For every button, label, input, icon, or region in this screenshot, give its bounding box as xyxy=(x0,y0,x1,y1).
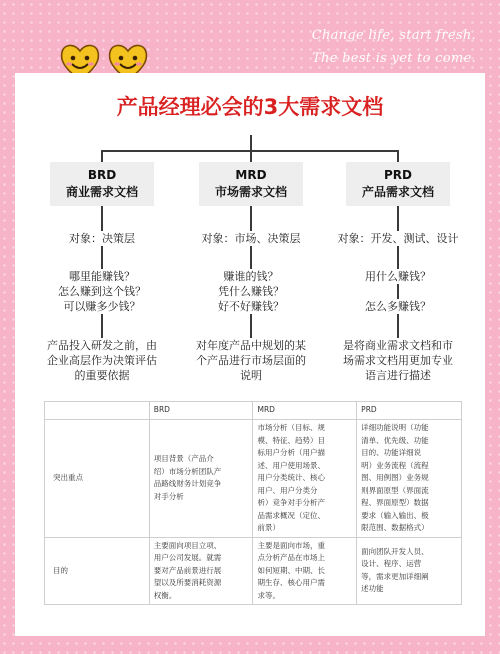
summary-line: 语言进行描述 xyxy=(365,369,431,382)
page-title: 产品经理必会的3大需求文档 xyxy=(116,95,384,119)
question-item: 可以赚多少钱？ xyxy=(63,300,141,313)
summary-text xyxy=(194,338,308,383)
table-cell xyxy=(149,537,253,605)
cell-line: 模、特征、趋势）目 xyxy=(257,435,325,445)
cell-line: 明）业务流程（流程 xyxy=(361,460,429,470)
cell-line: 如何短期、中期、长 xyxy=(257,565,325,575)
cell-line: 绍）市场分析团队产 xyxy=(153,466,222,476)
cell-line: 期生存、核心用户需 xyxy=(257,578,325,587)
cell-line: 清单、优先级、功能 xyxy=(361,435,429,445)
doc-abbr: PRD xyxy=(384,168,412,182)
doc-abbr: BRD xyxy=(87,168,117,182)
audience-label: 对象：开发、测试、设计 xyxy=(337,232,459,245)
summary-text xyxy=(341,338,455,383)
cell-line: 析）竞争对手分析产 xyxy=(257,498,325,507)
table-cell xyxy=(357,420,462,538)
slogan-line-1: Change life, start fresh. xyxy=(311,28,476,43)
doc-name: 产品需求文档 xyxy=(361,185,434,199)
cell-line: 程、界面原型）数据 xyxy=(361,498,429,507)
doc-abbr: MRD xyxy=(235,168,267,182)
table-cell xyxy=(253,420,357,538)
table-row xyxy=(45,420,462,538)
cell-line: 主要面向项目立项、 xyxy=(153,540,222,550)
cell-line: 求等。 xyxy=(257,590,280,600)
cell-line: 对手分析 xyxy=(153,491,184,501)
cell-line: 前景） xyxy=(257,523,280,532)
cell-line: 用户分类统计、核心 xyxy=(257,473,325,482)
table-header-cell: BRD xyxy=(149,402,253,420)
table-cell xyxy=(357,537,462,605)
cell-line: 市场分析（目标、规 xyxy=(257,423,325,432)
question-item: 好不好赚钱？ xyxy=(218,300,284,313)
connector-line xyxy=(101,150,103,162)
table-row xyxy=(45,537,462,605)
content-card xyxy=(15,73,485,636)
row-label: 突出重点 xyxy=(45,420,150,538)
cell-line: 详细功能说明（功能 xyxy=(361,423,429,432)
table-header-cell: PRD xyxy=(357,402,462,420)
question-item: 哪里能赚钱？ xyxy=(69,270,135,283)
cell-line: 述功能 xyxy=(361,584,384,594)
cell-line: 望以及所要消耗资源 xyxy=(153,578,222,587)
cell-line: 主要是面向市场，重 xyxy=(257,540,325,550)
audience-label: 对象：决策层 xyxy=(69,232,135,245)
brd-box xyxy=(50,162,154,206)
cell-line: 述、用户使用场景、 xyxy=(257,460,325,470)
connector-line xyxy=(397,150,399,162)
question-list xyxy=(216,269,286,314)
connector-line xyxy=(250,150,252,162)
summary-line: 个产品进行市场层面的 xyxy=(196,354,306,367)
cell-line: 等，需求更加详细阐 xyxy=(361,571,429,581)
summary-line: 的重要依据 xyxy=(74,369,130,382)
summary-line: 对年度产品中规划的某 xyxy=(196,339,306,352)
cell-line: 图、用例图）业务规 xyxy=(361,473,429,482)
cell-line: 用户、用户分类分 xyxy=(257,485,318,495)
table-cell xyxy=(149,420,253,538)
question-list xyxy=(56,269,148,314)
table-header-cell: MRD xyxy=(253,402,357,420)
cell-line: 品路线财务计划竞争 xyxy=(153,479,222,489)
cell-line: 要求（输入输出、极 xyxy=(361,510,429,520)
row-label: 目的 xyxy=(45,537,150,605)
cell-line: 面向团队开发人员、 xyxy=(361,546,429,556)
summary-text xyxy=(45,338,159,383)
question-item: 怎么赚到这个钱？ xyxy=(58,285,146,298)
mrd-box xyxy=(199,162,303,206)
connector-line xyxy=(250,135,252,151)
summary-line: 是将商业需求文档和市 xyxy=(343,339,453,352)
question-item: 赚谁的钱？ xyxy=(223,270,279,283)
question-item: 凭什么赚钱？ xyxy=(218,285,284,298)
cell-line: 则界面原型（界面流 xyxy=(361,485,429,495)
slogan-line-2: The best is yet to come. xyxy=(312,51,476,66)
audience-label: 对象：市场、决策层 xyxy=(201,232,301,245)
summary-line: 企业高层作为决策评估 xyxy=(47,354,157,367)
question-item: 用什么赚钱？ xyxy=(365,270,431,283)
table-header-row xyxy=(45,402,462,420)
cell-line: 要对产品前景进行展 xyxy=(153,565,222,575)
cell-line: 用户公司发展。就需 xyxy=(153,553,222,562)
cell-line: 点分析产品在市场上 xyxy=(257,553,325,562)
cell-line: 设计、程序、运营 xyxy=(361,559,422,569)
cell-line: 标用户分析（用户描 xyxy=(257,448,325,457)
table-cell xyxy=(253,537,357,605)
slogan xyxy=(312,24,476,70)
cell-line: 限范围、数据格式） xyxy=(361,523,429,532)
cell-line: 权衡。 xyxy=(153,590,177,600)
comparison-table xyxy=(44,401,462,605)
summary-line: 产品投入研发之前，由 xyxy=(47,339,157,352)
cell-line: 项目背景（产品介 xyxy=(153,454,214,464)
table-header-cell xyxy=(45,402,150,420)
doc-name: 市场需求文档 xyxy=(214,185,287,199)
cell-line: 目的、功能详细说 xyxy=(361,448,422,457)
doc-name: 商业需求文档 xyxy=(65,185,138,199)
question-item: 怎么多赚钱？ xyxy=(365,300,431,313)
summary-line: 说明 xyxy=(240,369,262,382)
summary-line: 场需求文档用更加专业 xyxy=(343,354,453,367)
prd-box xyxy=(346,162,450,206)
cell-line: 品需求概况（定位、 xyxy=(257,510,325,520)
